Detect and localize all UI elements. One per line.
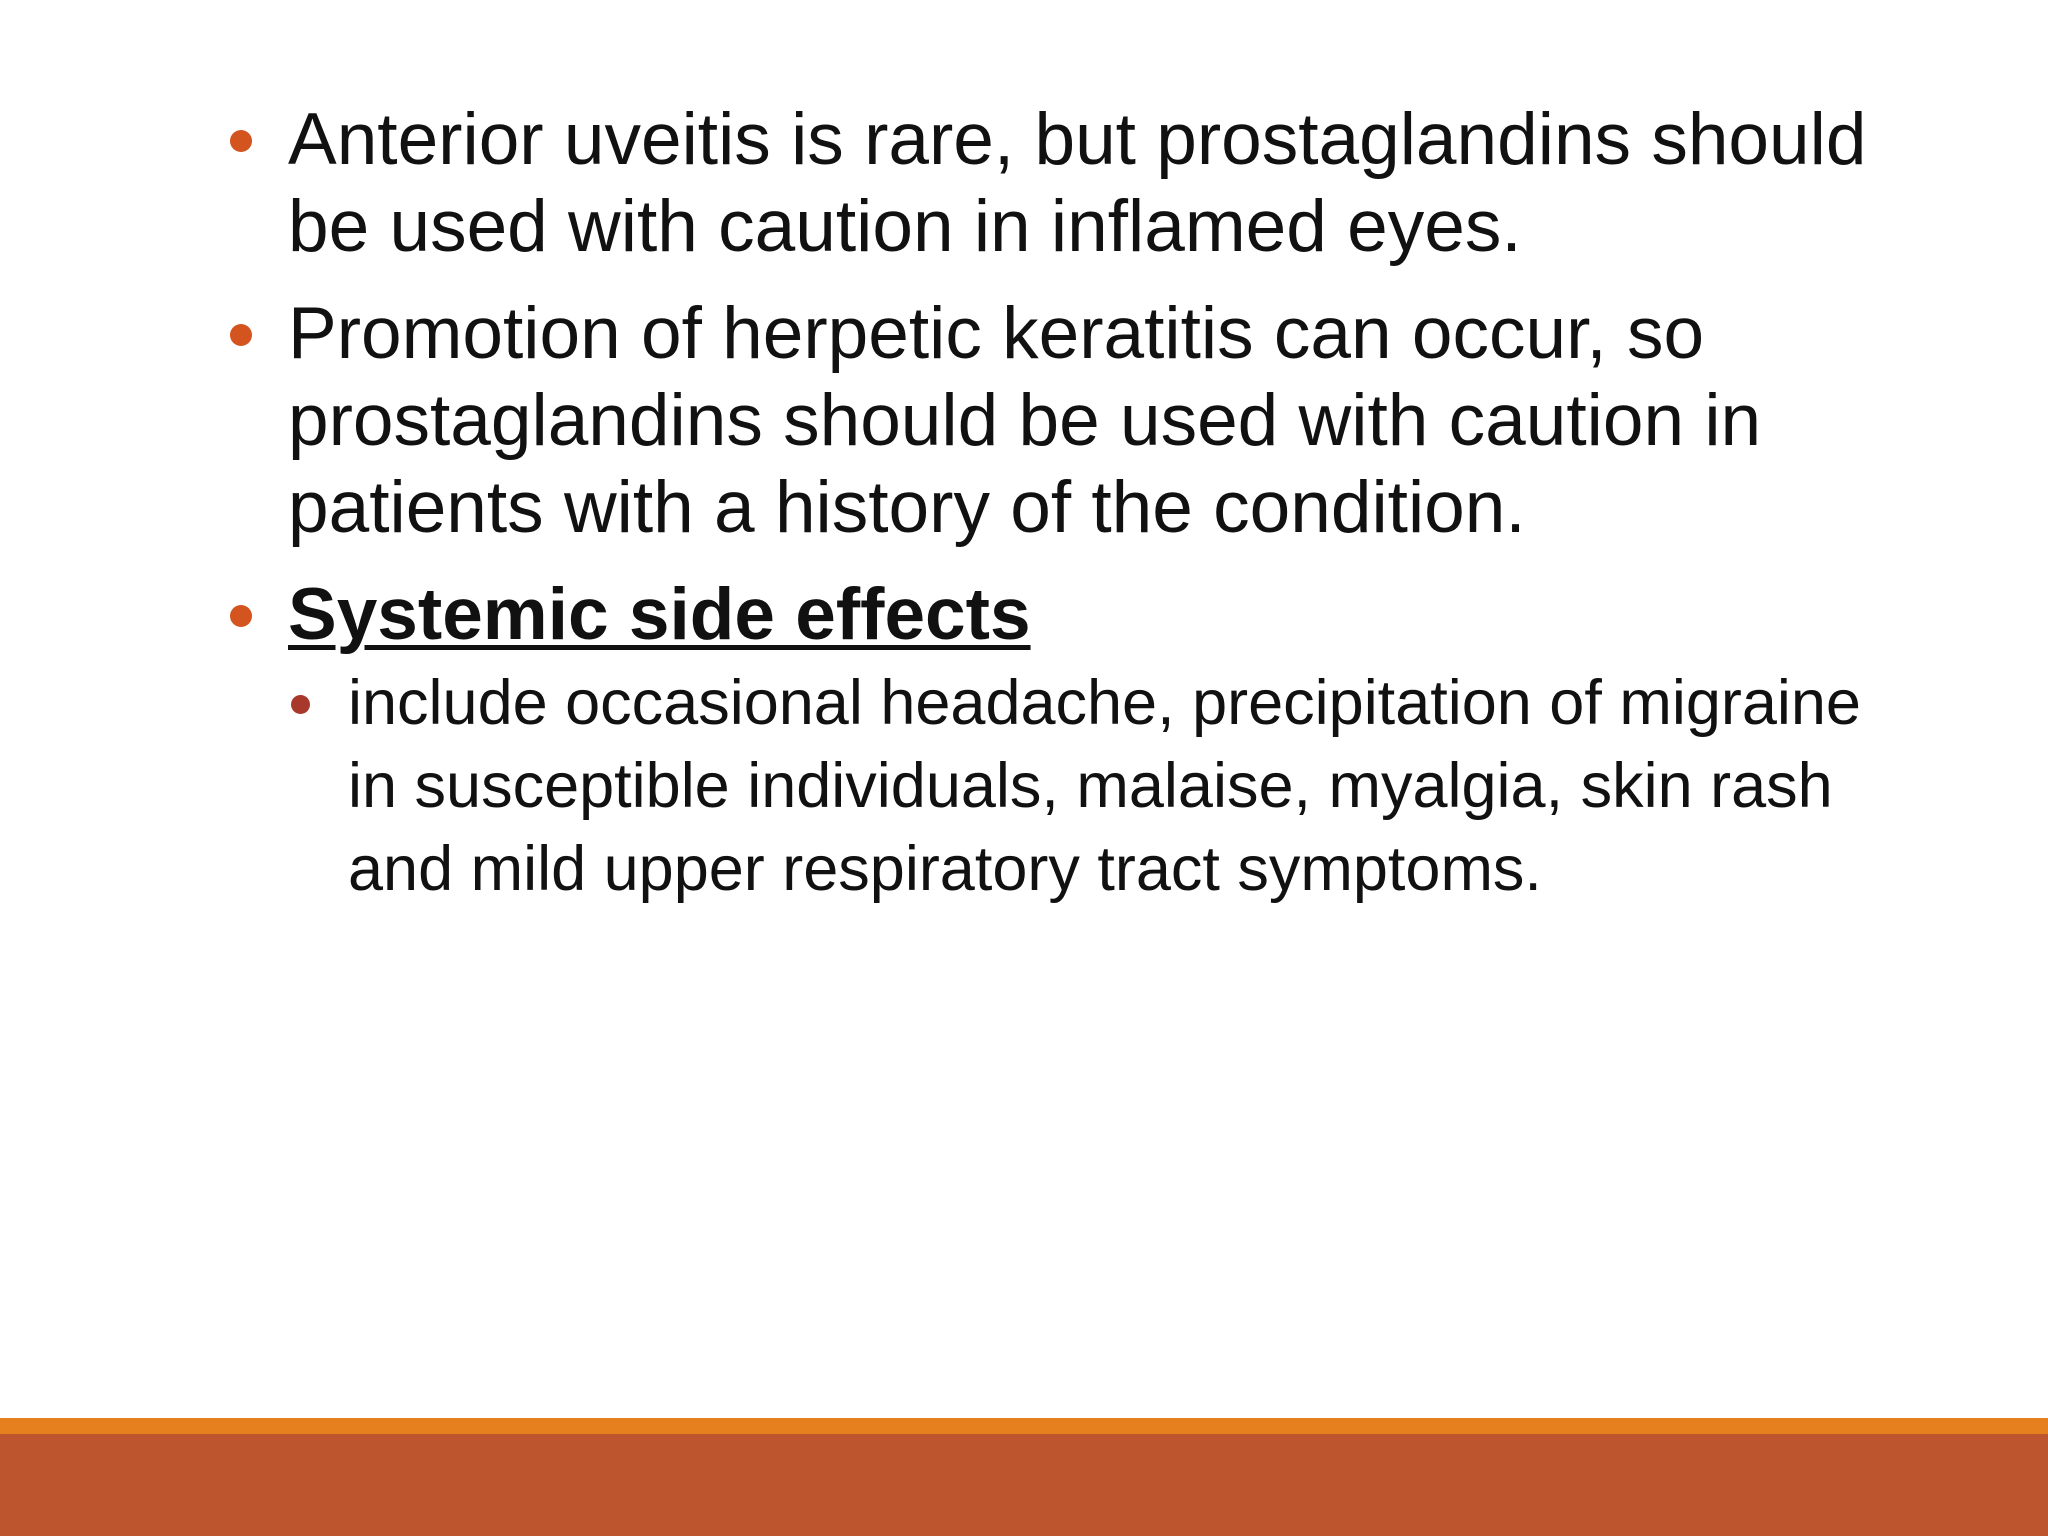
bullet-dot-icon bbox=[230, 130, 252, 152]
sub-bullet-text: include occasional headache, precipitation of migraine in susceptible individuals, malaise, myalgia, skin rash and mild upper respiratory tract symptoms. bbox=[348, 668, 1861, 904]
bullet-item-systemic-side-effects bbox=[230, 571, 1910, 911]
bullet-dot-icon bbox=[230, 605, 252, 627]
footer-bar bbox=[0, 1434, 2048, 1536]
sub-bullet-item bbox=[288, 662, 1910, 911]
bullet-text: Anterior uveitis is rare, but prostaglandins should be used with caution in inflamed eyes. bbox=[288, 99, 1867, 267]
footer-accent-stripe bbox=[0, 1418, 2048, 1434]
bullet-text: Promotion of herpetic keratitis can occur, so prostaglandins should be used with caution in patients with a history of the condition. bbox=[288, 293, 1762, 548]
section-heading: Systemic side effects bbox=[288, 574, 1031, 655]
bullet-dot-icon bbox=[230, 324, 252, 346]
bullet-item-herpetic-keratitis bbox=[230, 290, 1910, 551]
sub-bullet-dot-icon bbox=[291, 695, 310, 714]
sub-bullet-list bbox=[288, 662, 1910, 911]
bullet-item-uveitis bbox=[230, 96, 1910, 270]
bullet-list bbox=[230, 96, 1910, 931]
